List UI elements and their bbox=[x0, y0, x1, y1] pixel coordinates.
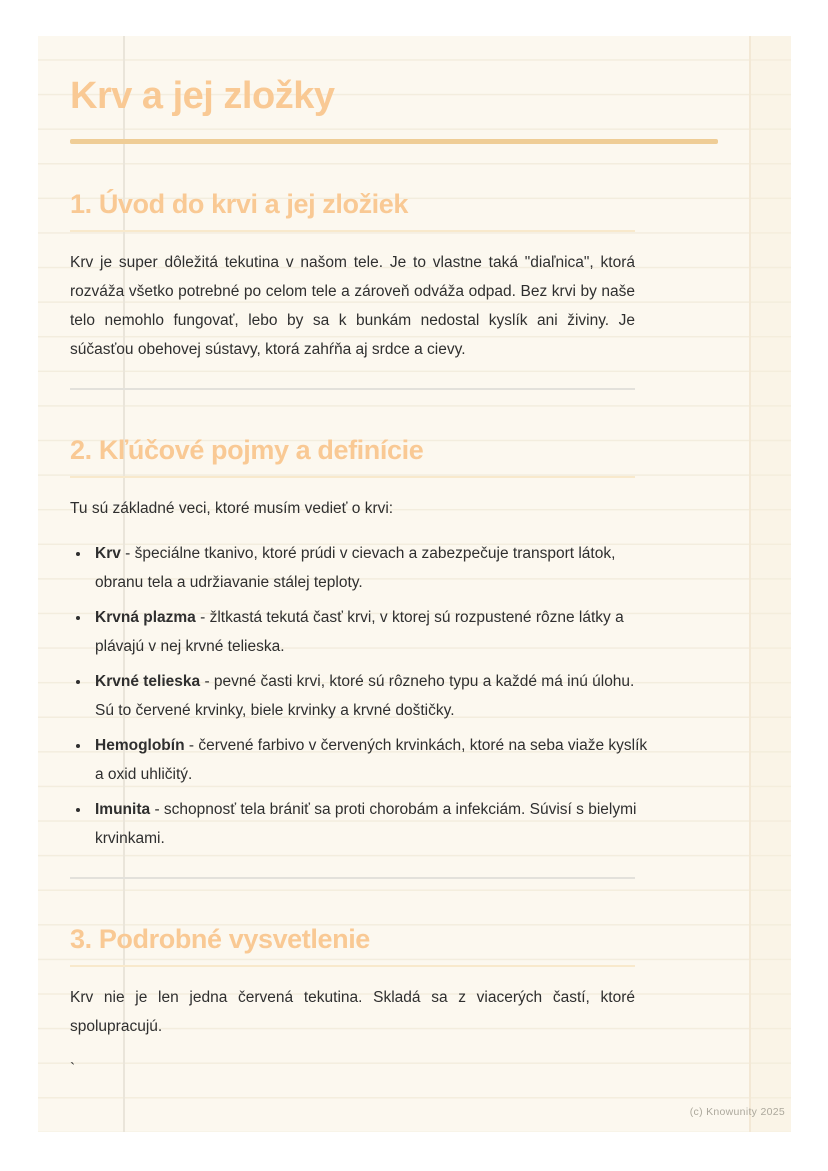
heading-underline-3 bbox=[70, 965, 635, 967]
section-divider-2 bbox=[70, 877, 635, 879]
title-rule bbox=[70, 139, 718, 144]
footer-credit: (c) Knowunity 2025 bbox=[689, 1106, 785, 1118]
term-label: Imunita bbox=[95, 800, 151, 818]
term-definition: - špeciálne tkanivo, ktoré prúdi v cievach a zabezpečuje transport látok, obranu tela a udržiavanie stálej teploty. bbox=[95, 544, 616, 591]
paragraph-explanation: Krv nie je len jedna červená tekutina. Skladá sa z viacerých častí, ktoré spolupracujú. bbox=[70, 988, 635, 1035]
notebook-page bbox=[38, 36, 791, 1132]
term-label: Hemoglobín bbox=[95, 736, 185, 754]
document-content bbox=[38, 74, 791, 1084]
definition-item-hemoglobin bbox=[91, 731, 656, 789]
term-definition: - červené farbivo v červených krvinkách, ktoré na seba viaže kyslík a oxid uhličitý. bbox=[95, 736, 648, 783]
heading-underline-1 bbox=[70, 230, 635, 232]
definition-item-krvne-telieska bbox=[91, 667, 656, 725]
section-divider-1 bbox=[70, 388, 635, 390]
term-definition: - žltkastá tekutá časť krvi, v ktorej sú rozpustené rôzne látky a plávajú v nej krvné telieska. bbox=[95, 608, 624, 655]
definitions-intro: Tu sú základné veci, ktoré musím vedieť o krvi: bbox=[70, 499, 394, 517]
term-label: Krvné telieska bbox=[95, 672, 201, 690]
heading-underline-2 bbox=[70, 476, 635, 478]
term-label: Krvná plazma bbox=[95, 608, 196, 626]
definition-item-krv bbox=[91, 539, 656, 597]
section-heading-2: 2. Kľúčové pojmy a definície bbox=[70, 434, 424, 465]
page-title: Krv a jej zložky bbox=[70, 75, 335, 117]
definitions-list bbox=[70, 539, 656, 853]
stray-backtick-text: ` bbox=[70, 1060, 76, 1078]
definition-item-imunita bbox=[91, 795, 656, 853]
section-heading-1: 1. Úvod do krvi a jej zložiek bbox=[70, 188, 409, 219]
term-definition: - pevné časti krvi, ktoré sú rôzneho typu a každé má inú úlohu. Sú to červené krvinky, biele krvinky a krvné doštičky. bbox=[95, 672, 635, 719]
term-definition: - schopnosť tela brániť sa proti chorobám a infekciám. Súvisí s bielymi krvinkami. bbox=[95, 800, 637, 847]
section-heading-3: 3. Podrobné vysvetlenie bbox=[70, 923, 370, 954]
paragraph-intro-blood: Krv je super dôležitá tekutina v našom tele. Je to vlastne taká "diaľnica", ktorá rozváža všetko potrebné po celom tele a zároveň odváža odpad. Bez krvi by naše telo nemohlo fungovať, lebo by sa k bunkám nedostal kyslík ani živiny. Je súčasťou obehovej sústavy, ktorá zahŕňa aj srdce a cievy. bbox=[70, 253, 635, 358]
term-label: Krv bbox=[95, 544, 121, 562]
definition-item-krvna-plazma bbox=[91, 603, 656, 661]
